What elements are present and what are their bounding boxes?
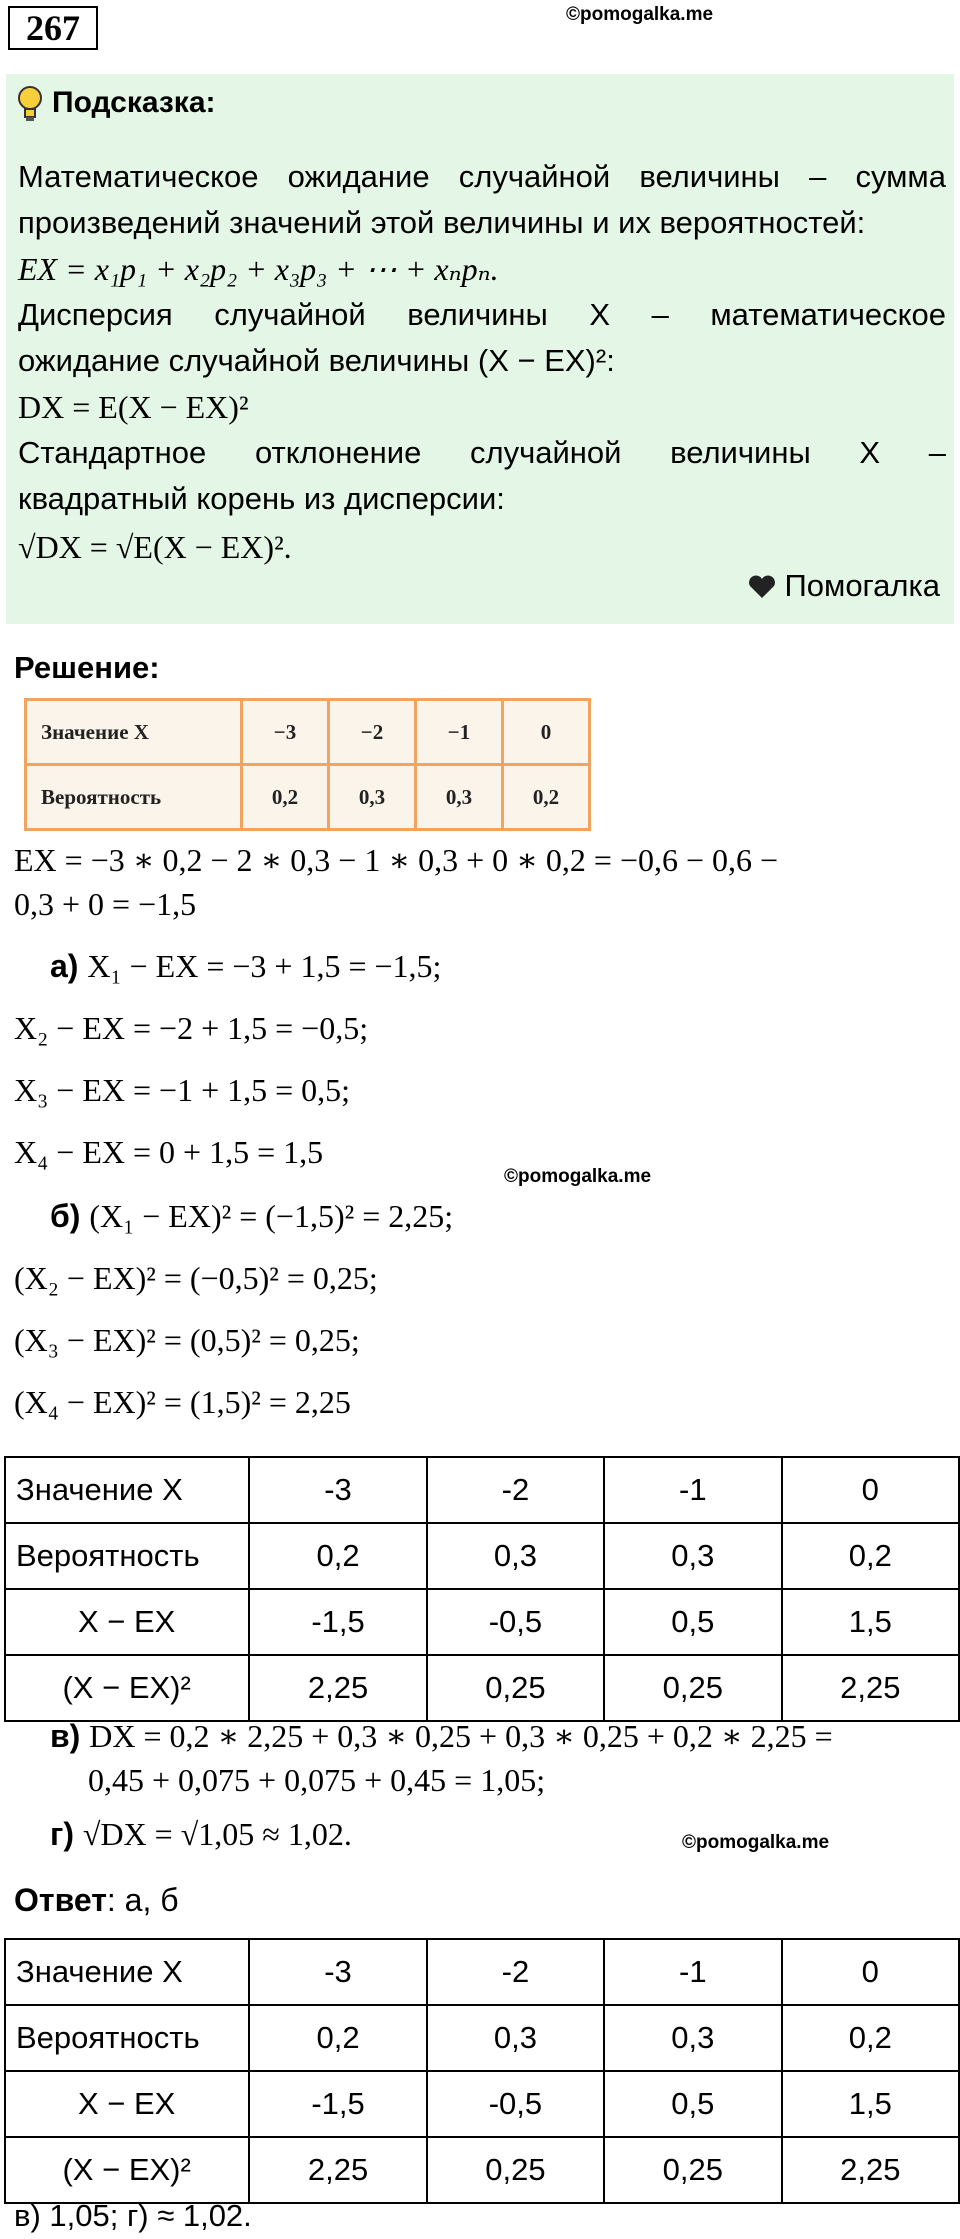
- calc-line: (X₁ − EX)² = (−1,5)² = 2,25;: [89, 1198, 454, 1234]
- answer-line: [14, 1878, 179, 1922]
- table-cell: -2: [427, 1939, 604, 2005]
- table-cell: 0,2: [782, 2005, 959, 2071]
- table-cell: -0,5: [427, 1589, 604, 1655]
- hint-text-line: Математическое ожидание случайной величины – сумма: [18, 159, 946, 194]
- table-cell: (X − EX)²: [5, 2137, 249, 2203]
- table-cell: 0,2: [503, 765, 590, 830]
- lightbulb-icon: [16, 84, 44, 126]
- table-cell: -1,5: [249, 2071, 426, 2137]
- table-cell: 0,3: [427, 1523, 604, 1589]
- table-cell: Вероятность: [26, 765, 242, 830]
- std-formula: √DX = √E(X − EX)².: [18, 529, 292, 565]
- table-cell: -1: [604, 1457, 781, 1523]
- table-cell: X − EX: [5, 2071, 249, 2137]
- table-cell: 0,5: [604, 1589, 781, 1655]
- heart-icon: [748, 575, 776, 599]
- calc-line: (X₃ − EX)² = (0,5)² = 0,25;: [14, 1322, 360, 1358]
- part-label: г): [50, 1816, 74, 1852]
- watermark: ©pomogalka.me: [682, 1832, 830, 1853]
- hint-text-line: произведений значений этой величины и их вероятностей:: [18, 205, 866, 240]
- table-row: [26, 765, 590, 830]
- table-row: [5, 1939, 959, 2005]
- result-table: [4, 1456, 960, 1722]
- part-g: [50, 1812, 352, 1856]
- table-cell: Значение X: [26, 700, 242, 765]
- table-cell: 2,25: [249, 2137, 426, 2203]
- table-cell: −3: [242, 700, 329, 765]
- table-cell: 1,5: [782, 2071, 959, 2137]
- table-cell: −1: [416, 700, 503, 765]
- watermark: ©pomogalka.me: [504, 1166, 652, 1187]
- table-cell: 0,25: [427, 1655, 604, 1721]
- brand-text: Помогалка: [784, 568, 940, 603]
- calc-line: 0,45 + 0,075 + 0,075 + 0,45 = 1,05;: [88, 1762, 546, 1798]
- calc-line: (X₂ − EX)² = (−0,5)² = 0,25;: [14, 1260, 378, 1296]
- table-cell: 0,3: [604, 1523, 781, 1589]
- table-cell: -1,5: [249, 1589, 426, 1655]
- table-row: [5, 2071, 959, 2137]
- table-cell: 2,25: [782, 1655, 959, 1721]
- problem-number: 267: [8, 6, 98, 50]
- part-v: [50, 1714, 833, 1758]
- hint-text-line: Дисперсия случайной величины X – математическое: [18, 297, 946, 332]
- table-cell: Вероятность: [5, 2005, 249, 2071]
- calc-line: (X₄ − EX)² = (1,5)² = 2,25: [14, 1384, 351, 1420]
- table-cell: 0: [782, 1939, 959, 2005]
- table-cell: 0,25: [604, 1655, 781, 1721]
- final-answer: в) 1,05; г) ≈ 1,02.: [14, 2198, 252, 2233]
- table-cell: 0,2: [249, 1523, 426, 1589]
- calc-line: X₄ − EX = 0 + 1,5 = 1,5: [14, 1134, 324, 1170]
- part-label: в): [50, 1718, 81, 1754]
- brand-label: [748, 568, 940, 604]
- table-cell: -3: [249, 1939, 426, 2005]
- calc-line: DX = 0,2 ∗ 2,25 + 0,3 ∗ 0,25 + 0,3 ∗ 0,25 + 0,2 ∗ 2,25 =: [89, 1718, 833, 1754]
- calc-line: √DX = √1,05 ≈ 1,02.: [82, 1816, 352, 1852]
- table-row: [5, 1655, 959, 1721]
- table-cell: 2,25: [782, 2137, 959, 2203]
- table-cell: 0: [503, 700, 590, 765]
- table-cell: 0,2: [242, 765, 329, 830]
- answer-table: [4, 1938, 960, 2204]
- table-cell: 0,3: [604, 2005, 781, 2071]
- variance-formula: DX = E(X − EX)²: [18, 389, 249, 425]
- hint-box: [6, 74, 954, 624]
- hint-title: Подсказка:: [52, 86, 216, 119]
- calc-line: X₃ − EX = −1 + 1,5 = 0,5;: [14, 1072, 351, 1108]
- table-cell: 0,3: [427, 2005, 604, 2071]
- part-label: а): [50, 948, 79, 984]
- table-cell: 0,2: [249, 2005, 426, 2071]
- table-cell: 0,2: [782, 1523, 959, 1589]
- table-cell: -1: [604, 1939, 781, 2005]
- table-row: [5, 2005, 959, 2071]
- table-cell: 0: [782, 1457, 959, 1523]
- calc-line: X₂ − EX = −2 + 1,5 = −0,5;: [14, 1010, 369, 1046]
- table-cell: X − EX: [5, 1589, 249, 1655]
- watermark: ©pomogalka.me: [566, 4, 714, 25]
- table-cell: Значение X: [5, 1939, 249, 2005]
- table-row: [5, 1457, 959, 1523]
- part-b: [50, 1194, 453, 1238]
- table-cell: -0,5: [427, 2071, 604, 2137]
- part-a: [50, 944, 441, 988]
- table-cell: 0,25: [427, 2137, 604, 2203]
- table-row: [26, 700, 590, 765]
- hint-text-line: ожидание случайной величины (X − EX)²:: [18, 343, 615, 378]
- ex-calc-line: EX = −3 ∗ 0,2 − 2 ∗ 0,3 − 1 ∗ 0,3 + 0 ∗ 0,2 = −0,6 − 0,6 −: [14, 842, 779, 878]
- ex-calc-line: 0,3 + 0 = −1,5: [14, 886, 197, 922]
- answer-label: Ответ: [14, 1882, 107, 1918]
- table-cell: 1,5: [782, 1589, 959, 1655]
- table-cell: Вероятность: [5, 1523, 249, 1589]
- source-table: [24, 698, 591, 831]
- table-row: [5, 1589, 959, 1655]
- table-cell: 0,3: [329, 765, 416, 830]
- table-cell: 0,25: [604, 2137, 781, 2203]
- table-cell: 2,25: [249, 1655, 426, 1721]
- table-cell: Значение X: [5, 1457, 249, 1523]
- hint-text-line: квадратный корень из дисперсии:: [18, 481, 505, 516]
- part-label: б): [50, 1198, 81, 1234]
- table-cell: 0,3: [416, 765, 503, 830]
- table-row: [5, 1523, 959, 1589]
- table-cell: -3: [249, 1457, 426, 1523]
- table-cell: (X − EX)²: [5, 1655, 249, 1721]
- answer-text: : а, б: [106, 1882, 179, 1918]
- table-cell: 0,5: [604, 2071, 781, 2137]
- table-cell: −2: [329, 700, 416, 765]
- calc-line: X₁ − EX = −3 + 1,5 = −1,5;: [87, 948, 442, 984]
- table-cell: -2: [427, 1457, 604, 1523]
- expectation-formula: EX = x₁p₁ + x₂p₂ + x₃p₃ + ⋯ + xₙpₙ.: [18, 251, 499, 287]
- solution-title: Решение:: [14, 650, 160, 685]
- hint-text-line: Стандартное отклонение случайной величины X –: [18, 435, 946, 470]
